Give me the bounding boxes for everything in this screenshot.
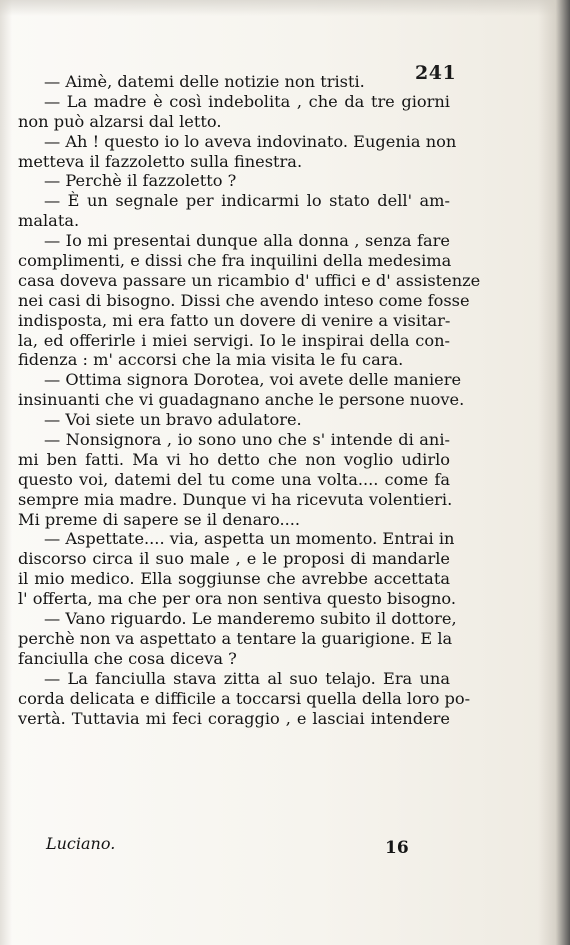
text-line: — Nonsignora , io sono uno che s' intende di ani-: [44, 430, 450, 450]
text-line: insinuanti che vi guadagnano anche le persone nuove.: [18, 390, 465, 410]
text-line: vertà. Tuttavia mi feci coraggio , e lasciai intendere: [18, 708, 450, 728]
text-line: la, ed offerirle i miei servigi. Io le inspirai della con-: [18, 330, 450, 350]
text-line: — Perchè il fazzoletto ?: [44, 171, 237, 191]
text-line: — Vano riguardo. Le manderemo subito il dottore,: [44, 609, 457, 629]
page-top-shadow: [0, 0, 570, 16]
footer-title: Luciano.: [46, 834, 116, 853]
signature-mark: 16: [385, 838, 409, 858]
text-line: sempre mia madre. Dunque vi ha ricevuta volentieri.: [18, 489, 453, 509]
text-line: discorso circa il suo male , e le proposi di mandarle: [18, 549, 450, 569]
text-line: casa doveva passare un ricambio d' uffici e d' assistenze: [18, 270, 481, 290]
text-line: non può alzarsi dal letto.: [18, 111, 222, 131]
text-line: — È un segnale per indicarmi lo stato dell' am-: [44, 191, 450, 211]
text-line: nei casi di bisogno. Dissi che avendo inteso come fosse: [18, 290, 470, 310]
text-line: indisposta, mi era fatto un dovere di venire a visitar-: [18, 310, 451, 330]
text-line: corda delicata e difficile a toccarsi quella della loro po-: [18, 688, 471, 708]
text-line: — Io mi presentai dunque alla donna , senza fare: [44, 231, 450, 251]
text-line: — Ah ! questo io lo aveva indovinato. Eugenia non: [44, 131, 457, 151]
text-line: metteva il fazzoletto sulla finestra.: [18, 151, 303, 171]
text-line: questo voi, datemi del tu come una volta.... come fa: [18, 469, 450, 489]
text-line: fidenza : m' accorsi che la mia visita le fu cara.: [18, 350, 404, 370]
text-line: — Ottima signora Dorotea, voi avete delle maniere: [44, 370, 462, 390]
page-right-edge-shadow: [538, 0, 570, 945]
text-line: — La fanciulla stava zitta al suo telajo. Era una: [44, 668, 450, 688]
page-left-shadow: [0, 0, 12, 945]
text-line: — Aspettate.... via, aspetta un momento. Entrai in: [44, 529, 455, 549]
page-number: 241: [415, 62, 457, 84]
text-line: complimenti, e dissi che fra inquilini della medesima: [18, 251, 452, 271]
text-line: — Voi siete un bravo adulatore.: [44, 410, 302, 430]
text-line: l' offerta, ma che per ora non sentiva questo bisogno.: [18, 589, 456, 609]
text-line: perchè non va aspettato a tentare la guarigione. E la: [18, 628, 453, 648]
text-line: malata.: [18, 211, 80, 231]
text-line: il mio medico. Ella soggiunse che avrebbe accettata: [18, 569, 450, 589]
text-line: mi ben fatti. Ma vi ho detto che non voglio udirlo: [18, 449, 450, 469]
text-line: — La madre è così indebolita , che da tre giorni: [44, 91, 450, 111]
text-line: — Aimè, datemi delle notizie non tristi.: [44, 72, 365, 91]
text-line: fanciulla che cosa diceva ?: [18, 648, 237, 668]
text-line: Mi preme di sapere se il denaro....: [18, 509, 301, 529]
